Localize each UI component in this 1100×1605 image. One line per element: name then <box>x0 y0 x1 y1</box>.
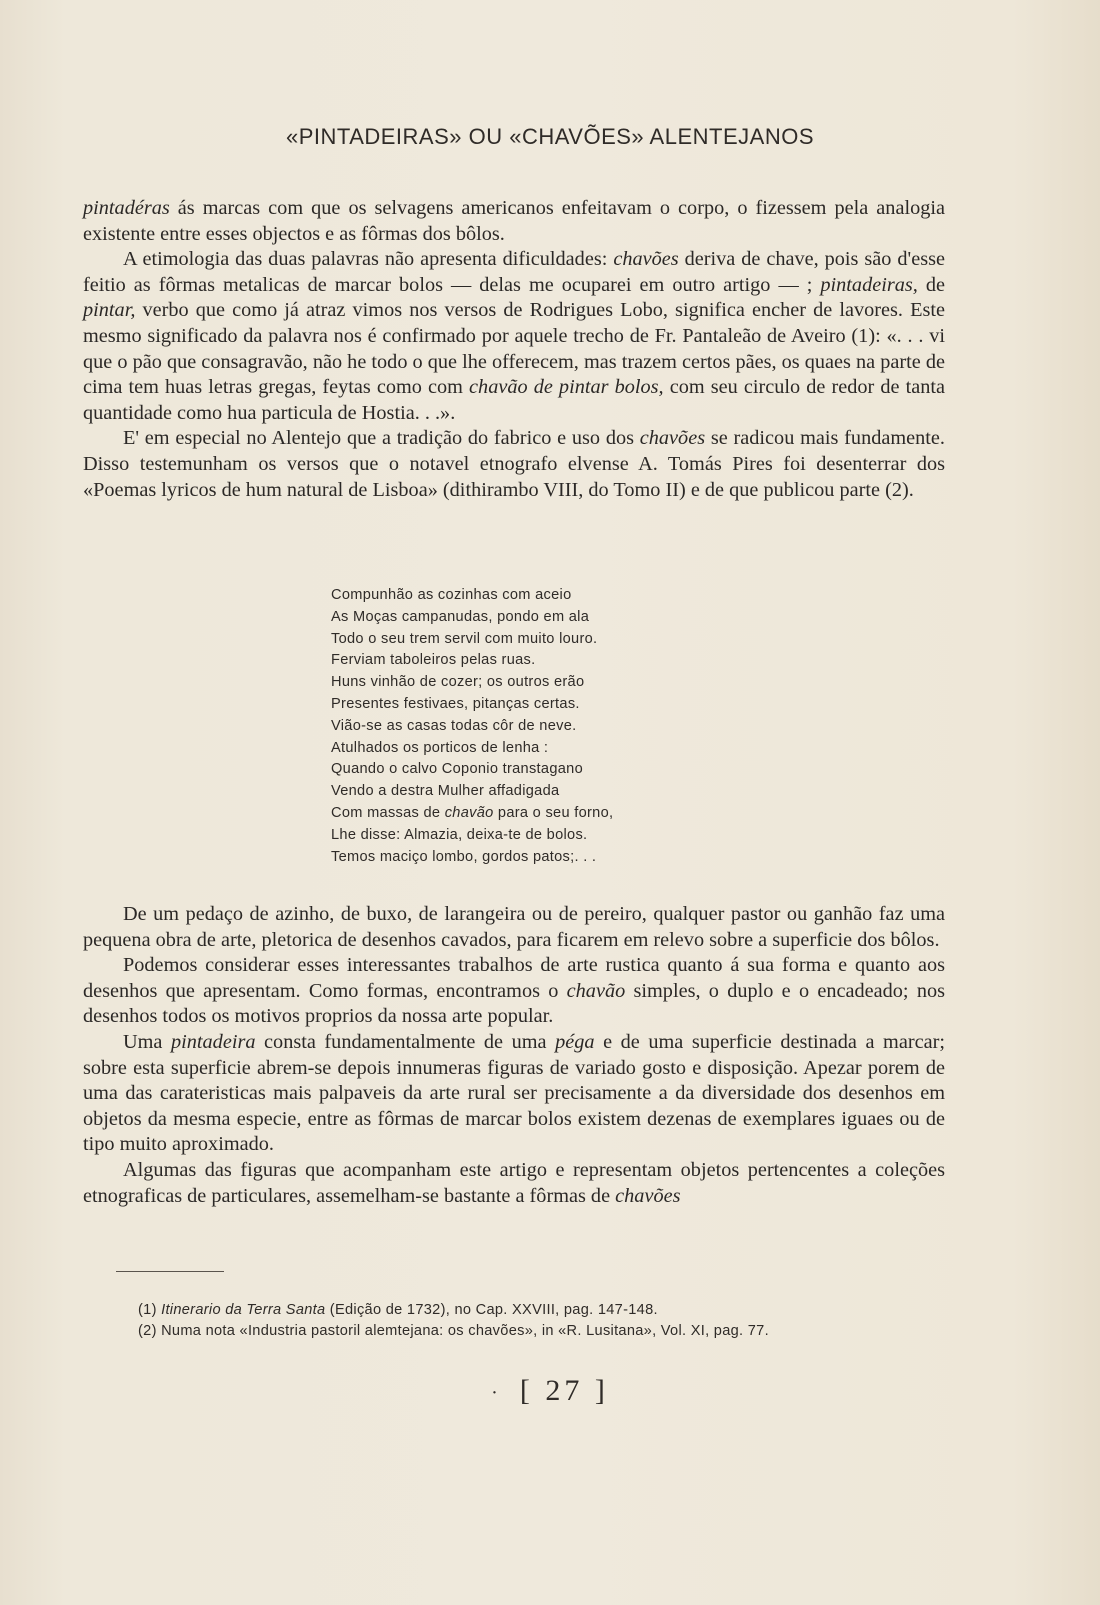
italic-term: pintadeira <box>170 1030 256 1053</box>
text-run: (1) <box>138 1302 162 1318</box>
text-run: Ferviam taboleiros pelas ruas. <box>331 652 536 669</box>
text-run: E' em especial no Alentejo que a tradição do fabrico e uso dos <box>123 427 640 450</box>
paragraph <box>83 196 945 247</box>
verse-line <box>331 607 731 629</box>
italic-term: pintadéras <box>83 197 170 219</box>
text-run: Podemos considerar esses interessantes trabalhos de arte rustica quanto á sua forma e quanto aos desenhos que apresentam. Como formas, encontramos o <box>83 954 945 1002</box>
text-run: Compunhão as cozinhas com aceio <box>331 587 572 603</box>
verse-line <box>331 781 731 803</box>
paragraph <box>83 902 945 953</box>
text-run: Todo o seu trem servil com muito louro. <box>331 630 598 647</box>
text-run: ás marcas com que os selvagens americanos enfeitavam o corpo, o fizessem pela analogia existente entre esses objectos e as fôrmas dos bôlos. <box>83 197 945 245</box>
italic-term: péga <box>555 1030 595 1053</box>
paragraph <box>83 247 945 426</box>
page-number-footer <box>0 1374 1100 1408</box>
verse-line <box>331 672 731 694</box>
text-run: de <box>917 273 945 296</box>
italic-term: chavão de pintar bolos, <box>469 376 664 399</box>
verse-line <box>331 847 731 869</box>
paragraph <box>83 1158 945 1209</box>
text-run: A etimologia das duas palavras não apresenta dificuldades: <box>123 248 614 271</box>
verse-quotation <box>331 585 731 868</box>
italic-term: chavões <box>639 427 706 450</box>
page-dot: · <box>491 1381 502 1404</box>
paragraph <box>83 953 945 1030</box>
text-run: (2) Numa nota «Industria pastoril alemtejana: os chavões», in «R. Lusitana», Vol. XI, pag. 77. <box>138 1323 769 1339</box>
footnote <box>138 1300 958 1321</box>
footnote <box>138 1321 958 1342</box>
verse-line <box>331 694 731 716</box>
body-text-top <box>83 196 945 503</box>
text-run: De um pedaço de azinho, de buxo, de larangeira ou de pereiro, qualquer pastor ou ganhão faz uma pequena obra de arte, pletorica de desenhos cavados, para ficarem em relevo sobre a superficie dos bôlos. <box>83 903 945 951</box>
italic-term: chavões <box>613 248 679 271</box>
text-run: Lhe disse: Almazia, deixa-te de bolos. <box>331 826 588 843</box>
text-run: Temos maciço lombo, gordos patos;. . . <box>331 848 597 865</box>
verse-line <box>331 825 731 847</box>
footnotes <box>138 1300 958 1342</box>
text-run: Uma <box>123 1030 171 1053</box>
verse-line <box>331 803 731 825</box>
paragraph <box>83 1030 945 1158</box>
verse-line <box>331 716 731 738</box>
text-run: com seu circulo de redor de tanta quantidade como hua particula de Hostia. . .». <box>83 376 945 424</box>
text-run: Presentes festivaes, pitanças certas. <box>331 695 580 712</box>
italic-term: chavão <box>444 804 494 821</box>
text-run: e de uma superficie destinada a marcar; sobre esta superficie abrem-se depois innumeras figuras de variado gosto e disposição. Apezar porem de uma das carateristicas mais palpaveis da arte rural ser precisamente a da diversidade dos desenhos em objetos da mesma especie, entre as fôrmas de marcar bolos existem dezenas de exemplares iguaes ou de tipo muito aproximado. <box>83 1030 945 1156</box>
text-run: Com massas de <box>331 804 445 821</box>
page-number: [ 27 ] <box>519 1374 609 1407</box>
italic-term: pintadeiras, <box>820 273 918 296</box>
text-run: As Moças campanudas, pondo em ala <box>331 608 590 625</box>
italic-term: pintar, <box>83 299 136 322</box>
text-run: (Edição de 1732), no Cap. XXVIII, pag. 147-148. <box>325 1302 658 1318</box>
body-text-bottom <box>83 902 945 1209</box>
text-run: para o seu forno, <box>493 804 614 821</box>
text-run: consta fundamentalmente de uma <box>255 1030 556 1053</box>
text-run: deriva de chave, pois são d'esse feitio as fôrmas metalicas de marcar bolos — delas me ocuparei em outro artigo — ; <box>83 248 945 296</box>
text-run: Algumas das figuras que acompanham este artigo e representam objetos pertencentes a coleções etnograficas de particulares, assemelham-se bastante a fôrmas de <box>83 1158 945 1207</box>
verse-line <box>331 629 731 651</box>
text-run: Atulhados os porticos de lenha : <box>331 739 549 756</box>
text-run: Vião-se as casas todas côr de neve. <box>331 717 577 734</box>
verse-line <box>331 650 731 672</box>
italic-term: chavão <box>566 979 626 1002</box>
paragraph <box>83 426 945 503</box>
italic-term: chavões <box>615 1184 681 1207</box>
text-run: simples, o duplo e o encadeado; nos desenhos todos os motivos proprios da nossa arte popular. <box>83 979 945 1028</box>
text-run: verbo que como já atraz vimos nos versos de Rodrigues Lobo, significa encher de lavores. Este mesmo significado da palavra nos é confirmado por aquele trecho de Fr. Pantaleão de Aveiro (1): «. . . vi que o pão que consagravão, não he todo o que lhe offerecem, mas trazem certos pães, os quaes na parte de cima tem huas letras gregas, feytas como com <box>83 299 945 399</box>
text-run: Huns vinhão de cozer; os outros erão <box>331 674 585 691</box>
verse-line <box>331 585 731 607</box>
footnote-divider <box>116 1271 224 1272</box>
text-run: Quando o calvo Coponio transtagano <box>331 761 583 778</box>
italic-term: Itinerario da Terra Santa <box>161 1302 326 1318</box>
text-run: Vendo a destra Mulher affadigada <box>331 783 560 800</box>
running-title: «PINTADEIRAS» OU «CHAVÕES» ALENTEJANOS <box>285 124 814 149</box>
verse-line <box>331 759 731 781</box>
text-run: se radicou mais fundamente. Disso testemunham os versos que o notavel etnografo elvense A. Tomás Pires foi desenterrar dos «Poemas lyricos de hum natural de Lisboa» (dithirambo VIII, do Tomo II) e de que publicou parte (2). <box>83 427 945 501</box>
verse-line <box>331 738 731 760</box>
